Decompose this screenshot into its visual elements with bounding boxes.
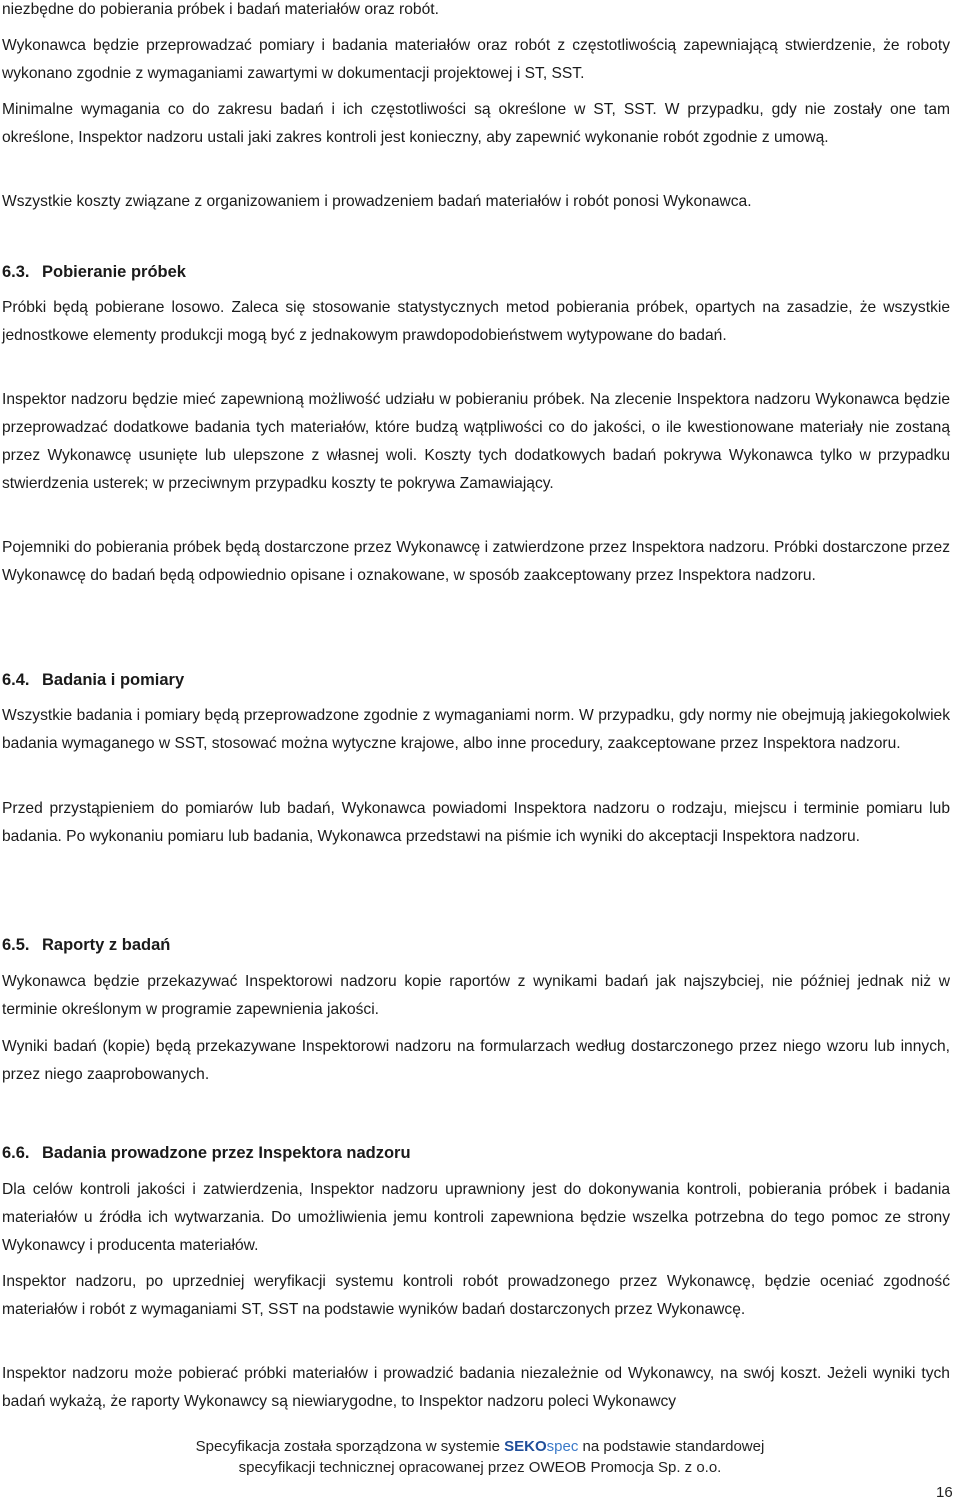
section-title: Badania prowadzone przez Inspektora nadzoru <box>42 1144 411 1162</box>
section-number: 6.5. <box>2 936 30 954</box>
brand-seko: SEKO <box>504 1438 547 1455</box>
section-number: 6.4. <box>2 671 30 689</box>
page-number: 16 <box>936 1484 953 1501</box>
brand-spec: spec <box>546 1438 579 1455</box>
section-heading <box>2 931 170 959</box>
section-title: Pobieranie próbek <box>42 263 186 281</box>
paragraph: Przed przystąpieniem do pomiarów lub badań, Wykonawca powiadomi Inspektora nadzoru o rodzaju, miejscu i terminie pomiaru lub badania. Po wykonaniu pomiaru lub badania, Wykonawca przedstawi na piśmie ich wyniki do akceptacji Inspektora nadzoru. <box>2 800 950 845</box>
section-heading <box>2 666 184 694</box>
sekospec-logo <box>504 1438 578 1455</box>
section-title: Badania i pomiary <box>42 671 185 689</box>
paragraph: Wyniki badań (kopie) będą przekazywane Inspektorowi nadzoru na formularzach według dostarczonego przez niego wzoru lub innych, przez niego zaaprobowanych. <box>2 1038 950 1083</box>
section-heading <box>2 258 186 286</box>
footer-line-1 <box>0 1436 960 1457</box>
footer-text: na podstawie standardowej <box>582 1438 765 1455</box>
section-title: Raporty z badań <box>42 936 171 954</box>
paragraph: Wszystkie koszty związane z organizowaniem i prowadzeniem badań materiałów i robót ponosi Wykonawca. <box>2 193 752 210</box>
section-number: 6.3. <box>2 263 30 281</box>
paragraph: Minimalne wymagania co do zakresu badań i ich częstotliwości są określone w ST, SST. W przypadku, gdy nie zostały one tam określone, Inspektor nadzoru ustali jaki zakres kontroli jest konieczny, aby zapewnić wykonanie robót zgodnie z umową. <box>2 101 950 146</box>
paragraph: Wykonawca będzie przeprowadzać pomiary i badania materiałów oraz robót z częstotliwością zapewniającą stwierdzenie, że roboty wykonano zgodnie z wymaganiami zawartymi w dokumentacji projektowej i ST, SST. <box>2 37 950 82</box>
paragraph: Inspektor nadzoru może pobierać próbki materiałów i prowadzić badania niezależnie od Wykonawcy, na swój koszt. Jeżeli wyniki tych badań wykażą, że raporty Wykonawcy są niewiarygodne, to Inspektor nadzoru poleci Wykonawcy <box>2 1365 950 1410</box>
paragraph: Inspektor nadzoru, po uprzedniej weryfikacji systemu kontroli robót prowadzonego przez Wykonawcę, będzie oceniać zgodność materiałów i robót z wymaganiami ST, SST na podstawie wyników badań dostarczonych przez Wykonawcę. <box>2 1273 950 1318</box>
paragraph: Wykonawca będzie przekazywać Inspektorowi nadzoru kopie raportów z wynikami badań jak najszybciej, nie później jednak niż w terminie określonym w programie zapewnienia jakości. <box>2 973 950 1018</box>
paragraph: Inspektor nadzoru będzie mieć zapewnioną możliwość udziału w pobieraniu próbek. Na zlecenie Inspektora nadzoru Wykonawca będzie przeprowadzać dodatkowe badania tych materiałów, które budzą wątpliwości co do jakości, o ile kwestionowane materiały nie zostaną przez Wykonawcę usunięte lub ulepszone z własnej woli. Koszty tych dodatkowych badań pokrywa Wykonawca tylko w przypadku stwierdzenia usterek; w przeciwnym przypadku koszty te pokrywa Zamawiający. <box>2 391 950 492</box>
paragraph: Pojemniki do pobierania próbek będą dostarczone przez Wykonawcę i zatwierdzone przez Inspektora nadzoru. Próbki dostarczone przez Wykonawcę do badań będą odpowiednio opisane i oznakowane, w sposób zaakceptowany przez Inspektora nadzoru. <box>2 539 950 584</box>
paragraph: Dla celów kontroli jakości i zatwierdzenia, Inspektor nadzoru uprawniony jest do dokonywania kontroli, pobierania próbek i badania materiałów u źródła ich wytwarzania. Do umożliwienia jemu kontroli zapewniona będzie wszelka potrzebna do tego pomoc ze strony Wykonawcy i producenta materiałów. <box>2 1181 950 1254</box>
section-number: 6.6. <box>2 1144 30 1162</box>
paragraph: Próbki będą pobierane losowo. Zaleca się stosowanie statystycznych metod pobierania próbek, opartych na zasadzie, że wszystkie jednostkowe elementy produkcji mogą być z jednakowym prawdopodobieństwem wytypowane do badań. <box>2 299 950 344</box>
paragraph: Wszystkie badania i pomiary będą przeprowadzone zgodnie z wymaganiami norm. W przypadku, gdy normy nie obejmują jakiegokolwiek badania wymaganego w SST, stosować można wytyczne krajowe, albo inne procedury, zaakceptowane przez Inspektora nadzoru. <box>2 707 950 752</box>
section-heading <box>2 1139 411 1167</box>
paragraph: niezbędne do pobierania próbek i badań materiałów oraz robót. <box>2 1 439 18</box>
footer-line-2: specyfikacji technicznej opracowanej przez OWEOB Promocja Sp. z o.o. <box>238 1459 722 1476</box>
footer-text: Specyfikacja została sporządzona w systemie <box>195 1438 500 1455</box>
